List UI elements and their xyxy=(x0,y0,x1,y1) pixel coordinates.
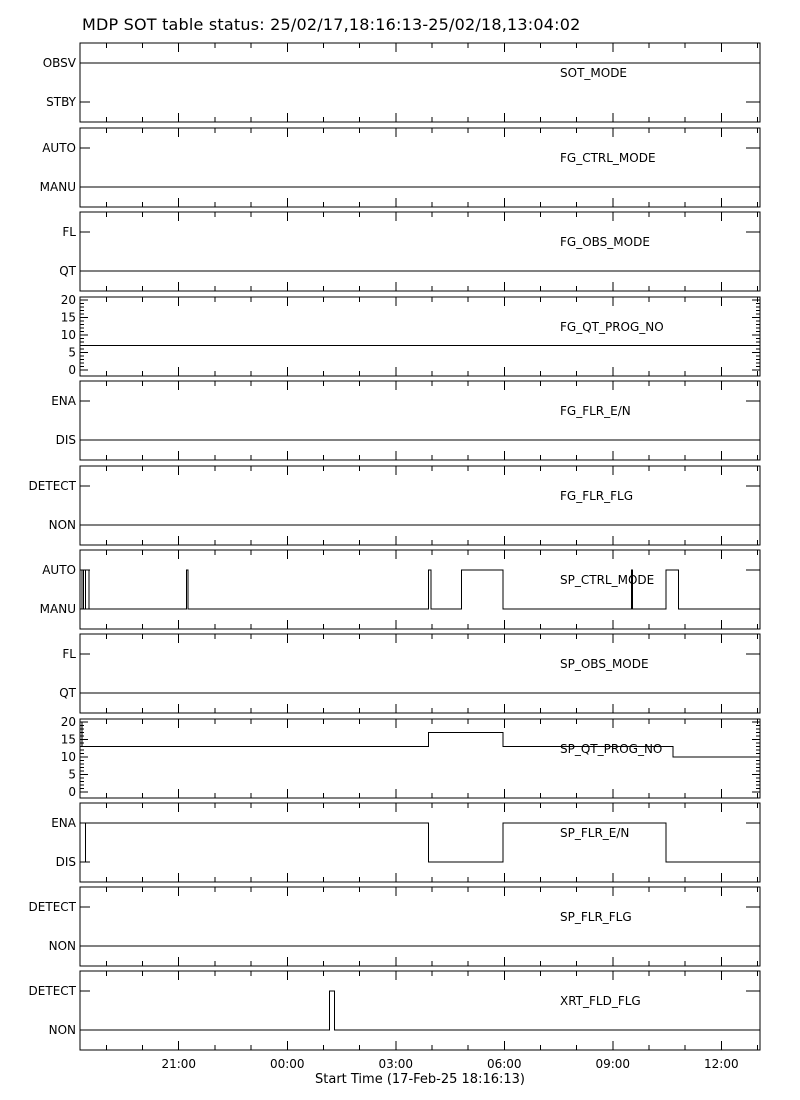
y-tick-label: QT xyxy=(59,686,76,700)
panel-label: SOT_MODE xyxy=(560,66,628,80)
panel-label: SP_QT_PROG_NO xyxy=(560,742,663,756)
y-tick-label: DIS xyxy=(55,855,76,869)
panel-label: XRT_FLD_FLG xyxy=(560,994,641,1008)
y-tick-label: FL xyxy=(62,225,76,239)
x-tick-label: 09:00 xyxy=(595,1057,631,1071)
y-tick-label: AUTO xyxy=(42,563,76,577)
panel-frame xyxy=(80,887,760,966)
panel-frame xyxy=(80,634,760,713)
x-tick-label: 00:00 xyxy=(269,1057,305,1071)
page-title: MDP SOT table status: 25/02/17,18:16:13-25/02/18,13:04:02 xyxy=(82,15,581,34)
y-tick-label: AUTO xyxy=(42,141,76,155)
x-tick-label: 06:00 xyxy=(486,1057,522,1071)
panel-label: FG_FLR_E/N xyxy=(560,404,631,418)
y-tick-label: NON xyxy=(48,1023,76,1037)
y-tick-label: 0 xyxy=(68,785,76,799)
y-tick-label: 15 xyxy=(60,732,76,747)
panel-frame xyxy=(80,971,760,1050)
panel-frame xyxy=(80,550,760,629)
panel-label: SP_FLR_E/N xyxy=(560,826,630,840)
y-tick-label: DIS xyxy=(55,433,76,447)
panel-label: FG_CTRL_MODE xyxy=(560,151,656,165)
y-tick-label: ENA xyxy=(51,394,76,408)
panel-label: SP_CTRL_MODE xyxy=(560,573,655,587)
y-tick-label: 5 xyxy=(68,767,76,782)
y-tick-label: 20 xyxy=(60,293,76,307)
y-tick-label: DETECT xyxy=(28,479,76,493)
y-tick-label: MANU xyxy=(39,180,76,194)
y-tick-label: ENA xyxy=(51,816,76,830)
y-tick-label: DETECT xyxy=(28,984,76,998)
y-tick-label: MANU xyxy=(39,602,76,616)
y-tick-label: STBY xyxy=(46,95,76,109)
y-tick-label: OBSV xyxy=(42,56,76,70)
y-tick-label: 5 xyxy=(68,345,76,360)
x-tick-label: 12:00 xyxy=(704,1057,739,1071)
panel-frame xyxy=(80,803,760,882)
panel-label: SP_OBS_MODE xyxy=(560,657,649,671)
panel-label: FG_FLR_FLG xyxy=(560,489,634,503)
y-tick-label: QT xyxy=(59,264,76,278)
series-line xyxy=(80,991,760,1030)
y-tick-label: 10 xyxy=(60,328,76,342)
y-tick-label: NON xyxy=(48,518,76,532)
y-tick-label: 10 xyxy=(60,750,76,764)
y-tick-label: 0 xyxy=(68,363,76,377)
panel-label: FG_QT_PROG_NO xyxy=(560,320,664,334)
y-tick-label: 15 xyxy=(60,310,76,325)
panel-frame xyxy=(80,381,760,460)
panel-label: FG_OBS_MODE xyxy=(560,235,650,249)
panel-label: SP_FLR_FLG xyxy=(560,910,632,924)
series-line xyxy=(80,823,760,862)
panel-frame xyxy=(80,297,760,376)
x-tick-label: 03:00 xyxy=(378,1057,414,1071)
x-axis-title: Start Time (17-Feb-25 18:16:13) xyxy=(315,1072,525,1087)
y-tick-label: DETECT xyxy=(28,900,76,914)
panel-frame xyxy=(80,128,760,207)
x-tick-label: 21:00 xyxy=(161,1057,197,1071)
y-tick-label: FL xyxy=(62,647,76,661)
panel-frame xyxy=(80,43,760,122)
panel-frame xyxy=(80,212,760,291)
y-tick-label: 20 xyxy=(60,715,76,729)
series-line xyxy=(80,570,760,609)
y-tick-label: NON xyxy=(48,939,76,953)
panel-frame xyxy=(80,466,760,545)
panel-frame xyxy=(80,719,760,798)
